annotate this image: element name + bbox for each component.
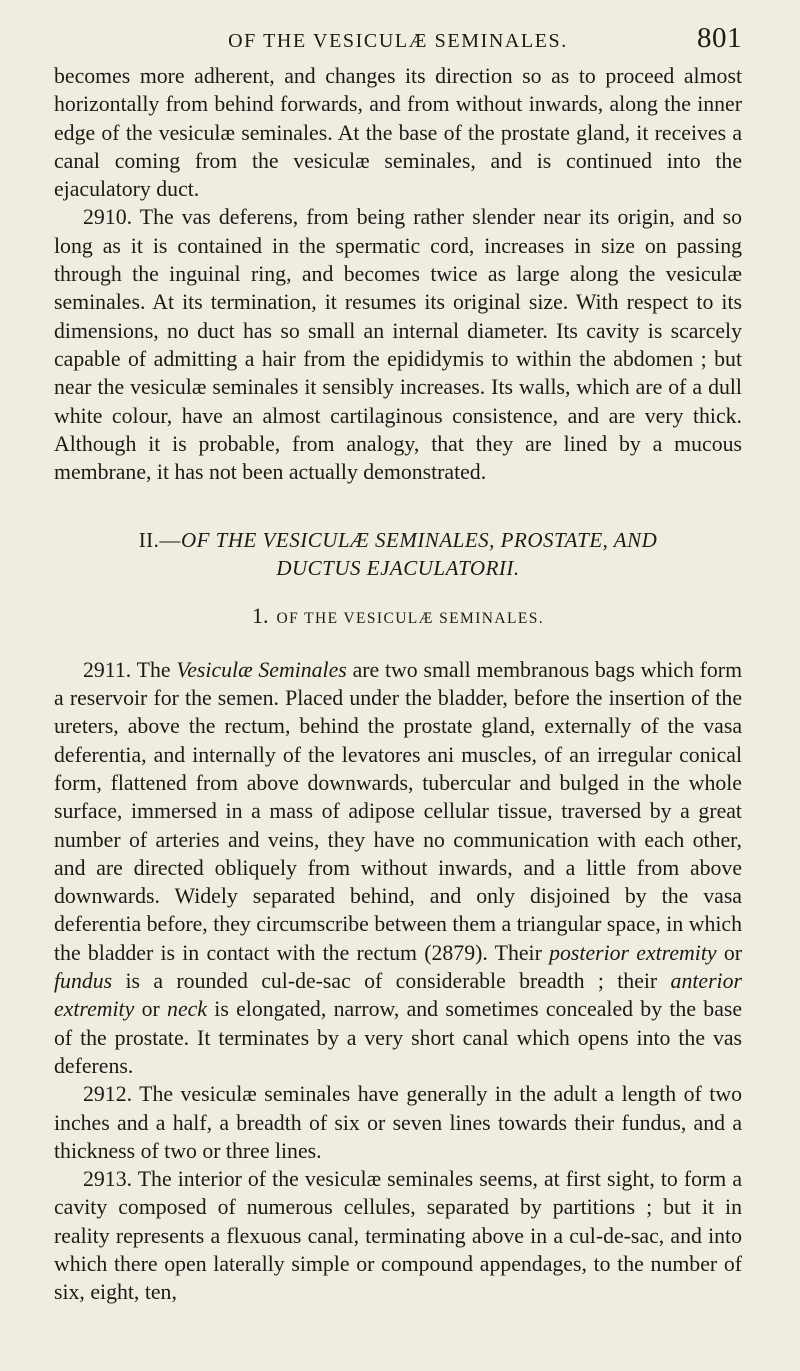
paragraph-text: are two small membranous bags which form a reservoir for the semen. Placed under the bladder, before the insertion of the ureters, above the rectum, behind the prostate gland, externally of the vasa deferentia, and internally of the levatores ani muscles, of an irregular conical form, flattened from above downwards, tubercular and bulged in the whole surface, immersed in a mass of adipose cellular tissue, traversed by a great number of arteries and veins, they have no communication with each other, and are directed obliquely from without inwards, and a little from above downwards. Widely separated behind, and only disjoined by the vasa deferentia before, they circumscribe between them a triangular space, in which the bladder is in contact with the rectum (2879). Their (54, 657, 743, 965)
page-number: 801 (697, 22, 742, 54)
paragraph-number: 2913. (83, 1167, 133, 1192)
body-text (54, 62, 742, 1307)
subsection-heading (54, 602, 742, 633)
section-heading-line-1 (54, 526, 742, 554)
section-title-line-2: DUCTUS EJACULATORII. (276, 556, 520, 581)
term-neck: neck (167, 997, 207, 1022)
running-head (54, 0, 742, 62)
section-roman-numeral: II.— (138, 528, 181, 553)
paragraph-number: 2910. (83, 205, 133, 230)
section-title-line-1: OF THE VESICULÆ SEMINALES, PROSTATE, AND (180, 528, 658, 553)
term-anterior-extremity: anterior extremity (54, 969, 742, 1022)
paragraph-text: The interior of the vesiculæ seminales seems, at first sight, to form a cavity composed of numerous cellules, separated by partitions ; but it in reality represents a flexuous canal, terminating above in a cul-de-sac, and into which there open laterally simple or compound appendages, to the number of six, eight, ten, (54, 1167, 742, 1305)
paragraph-text: The vesiculæ seminales have generally in the adult a length of two inches and a half, a breadth of six or seven lines towards their fundus, and a thickness of two or three lines. (54, 1082, 742, 1163)
term-vesiculae-seminales: Vesiculæ Seminales (176, 657, 347, 682)
running-title: OF THE VESICULÆ SEMINALES. (228, 30, 568, 52)
paragraph-2913 (54, 1165, 742, 1306)
paragraph-number: 2911. (83, 657, 132, 682)
paragraph-text: or (723, 940, 742, 965)
paragraph-2911 (54, 656, 742, 1080)
term-fundus: fundus (54, 969, 113, 994)
paragraph-2910 (54, 203, 742, 486)
intro-paragraph: becomes more adherent, and changes its direction so as to proceed almost horizontally from behind forwards, and from without inwards, along the inner edge of the vesiculæ seminales. At the base of the prostate gland, it receives a canal coming from the vesiculæ seminales, and is continued into the ejaculatory duct. (54, 64, 742, 202)
paragraph-number: 2912. (83, 1082, 133, 1107)
paragraph-text: The (136, 657, 171, 682)
section-heading (54, 526, 742, 582)
paragraph-text: is a rounded cul-de-sac of considerable breadth ; their (125, 969, 658, 994)
paragraph-text: or (141, 997, 160, 1022)
paragraph-2912 (54, 1080, 742, 1165)
subsection-number: 1. (252, 603, 269, 629)
paragraph-text: is elongated, narrow, and sometimes concealed by the base of the prostate. It terminates by a very short canal which opens into the vas deferens. (54, 997, 743, 1078)
subsection-title: OF THE VESICULÆ SEMINALES. (276, 610, 544, 628)
paragraph-text: The vas deferens, from being rather slender near its origin, and so long as it is contained in the spermatic cord, increases in size on passing through the inguinal ring, and becomes twice as large along the vesiculæ seminales. At its termination, it resumes its original size. With respect to its dimensions, no duct has so small an internal diameter. Its cavity is scarcely capable of admitting a hair from the epididymis to within the abdomen ; but near the vesiculæ seminales it sensibly increases. Its walls, which are of a dull white colour, have an almost cartilaginous consistence, and are very thick. Although it is probable, from analogy, that they are lined by a mucous membrane, it has not been actually demonstrated. (54, 205, 742, 485)
term-posterior-extremity: posterior extremity (549, 940, 717, 965)
